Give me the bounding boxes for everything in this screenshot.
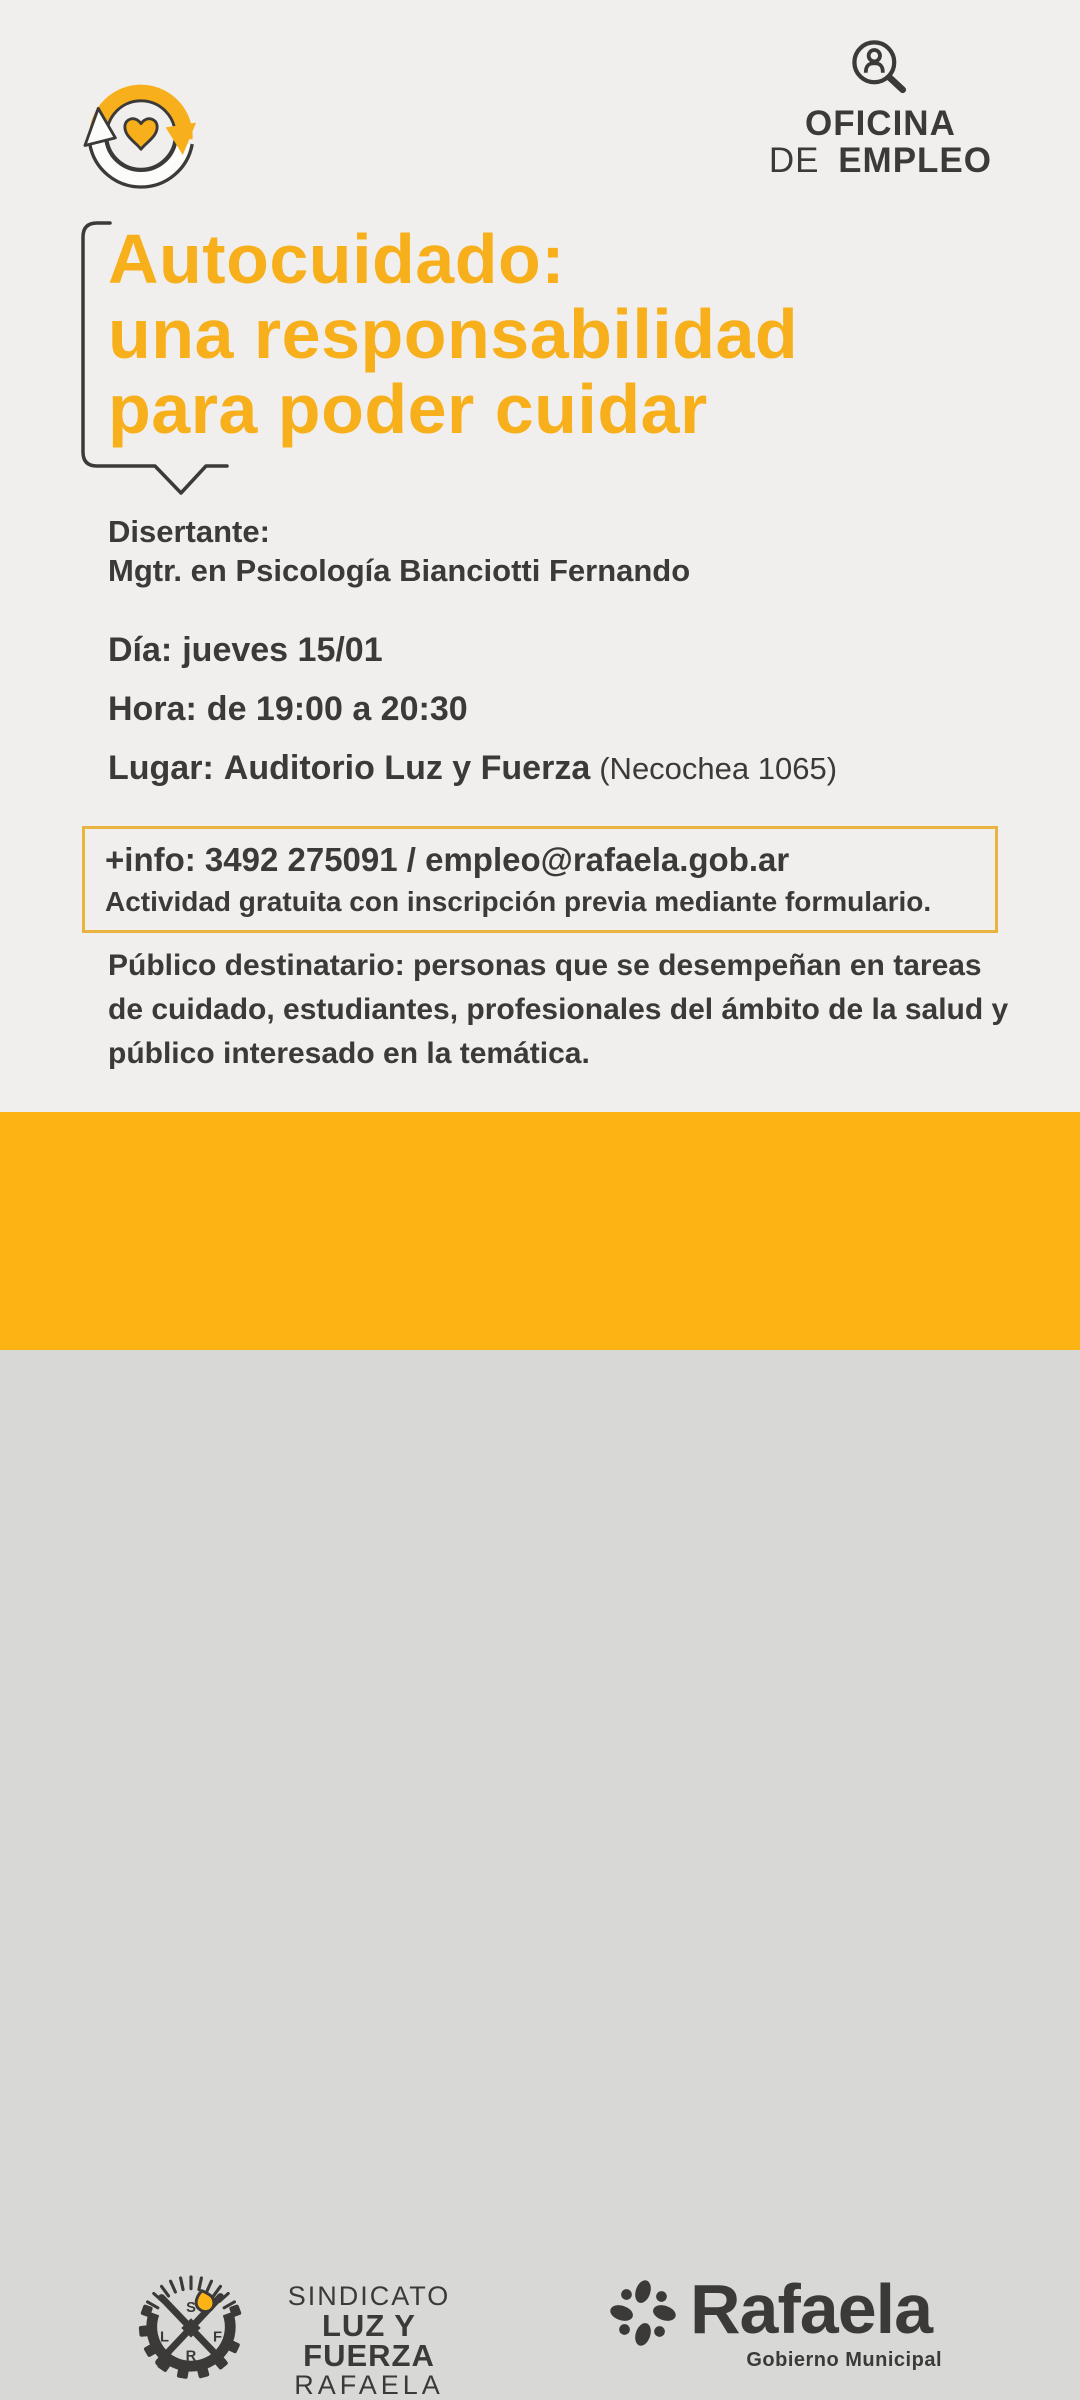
info-contact: +info: 3492 275091 / empleo@rafaela.gob.ar [105, 841, 790, 878]
brand-word-de: DE [768, 141, 820, 180]
brand-word-empleo: EMPLEO [838, 141, 992, 180]
rafaela-pinwheel-icon [608, 2278, 678, 2348]
rafaela-wordmark: Rafaela [690, 2270, 933, 2348]
detail-label: Lugar: [108, 749, 214, 787]
page-title [108, 222, 798, 447]
event-details [108, 632, 837, 809]
monogram-letter-f: F [213, 2329, 223, 2346]
sindicato-emblem-icon [137, 2270, 245, 2380]
detail-row-dia [108, 632, 837, 669]
detail-row-lugar [108, 750, 837, 787]
speaker-name: Mgtr. en Psicología Bianciotti Fernando [108, 553, 691, 588]
monogram-letter-r: R [185, 2348, 197, 2365]
detail-label: Día: [108, 631, 173, 669]
care-cycle-icon [84, 78, 198, 192]
sindicato-line-1: SINDICATO [287, 2281, 451, 2311]
speaker-block [108, 512, 690, 590]
sindicato-line-2: LUZ Y FUERZA [303, 2308, 435, 2373]
sindicato-wordmark [258, 2282, 480, 2400]
monogram-letter-l: L [159, 2329, 169, 2346]
detail-value: Auditorio Luz y Fuerza [223, 749, 591, 787]
detail-note: (Necochea 1065) [599, 751, 838, 786]
title-line-2: una responsabilidad [108, 295, 799, 373]
detail-label: Hora: [108, 690, 197, 728]
info-box [82, 826, 998, 933]
title-line-3: para poder cuidar [108, 370, 708, 448]
rafaela-subtitle: Gobierno Municipal [746, 2349, 942, 2371]
detail-row-hora [108, 691, 837, 728]
monogram-letter-s: S [186, 2300, 196, 2317]
sindicato-line-3: RAFAELA [294, 2370, 444, 2400]
title-line-1: Autocuidado: [108, 220, 566, 298]
footer-band [0, 1112, 1080, 2400]
brand-line-de-empleo [769, 142, 992, 180]
detail-value: de 19:00 a 20:30 [206, 690, 468, 728]
audience-text: Público destinatario: personas que se desempeñan en tareas de cuidado, estudiantes, profesionales del ámbito de la salud y público interesado en la temática. [108, 949, 1009, 1070]
speaker-label: Disertante: [108, 514, 270, 549]
person-search-icon [844, 36, 916, 100]
info-note: Actividad gratuita con inscripción previa mediante formulario. [105, 886, 932, 917]
oficina-de-empleo-logo [769, 36, 992, 180]
detail-value: jueves 15/01 [182, 631, 383, 669]
brand-line-oficina: OFICINA [804, 104, 956, 143]
